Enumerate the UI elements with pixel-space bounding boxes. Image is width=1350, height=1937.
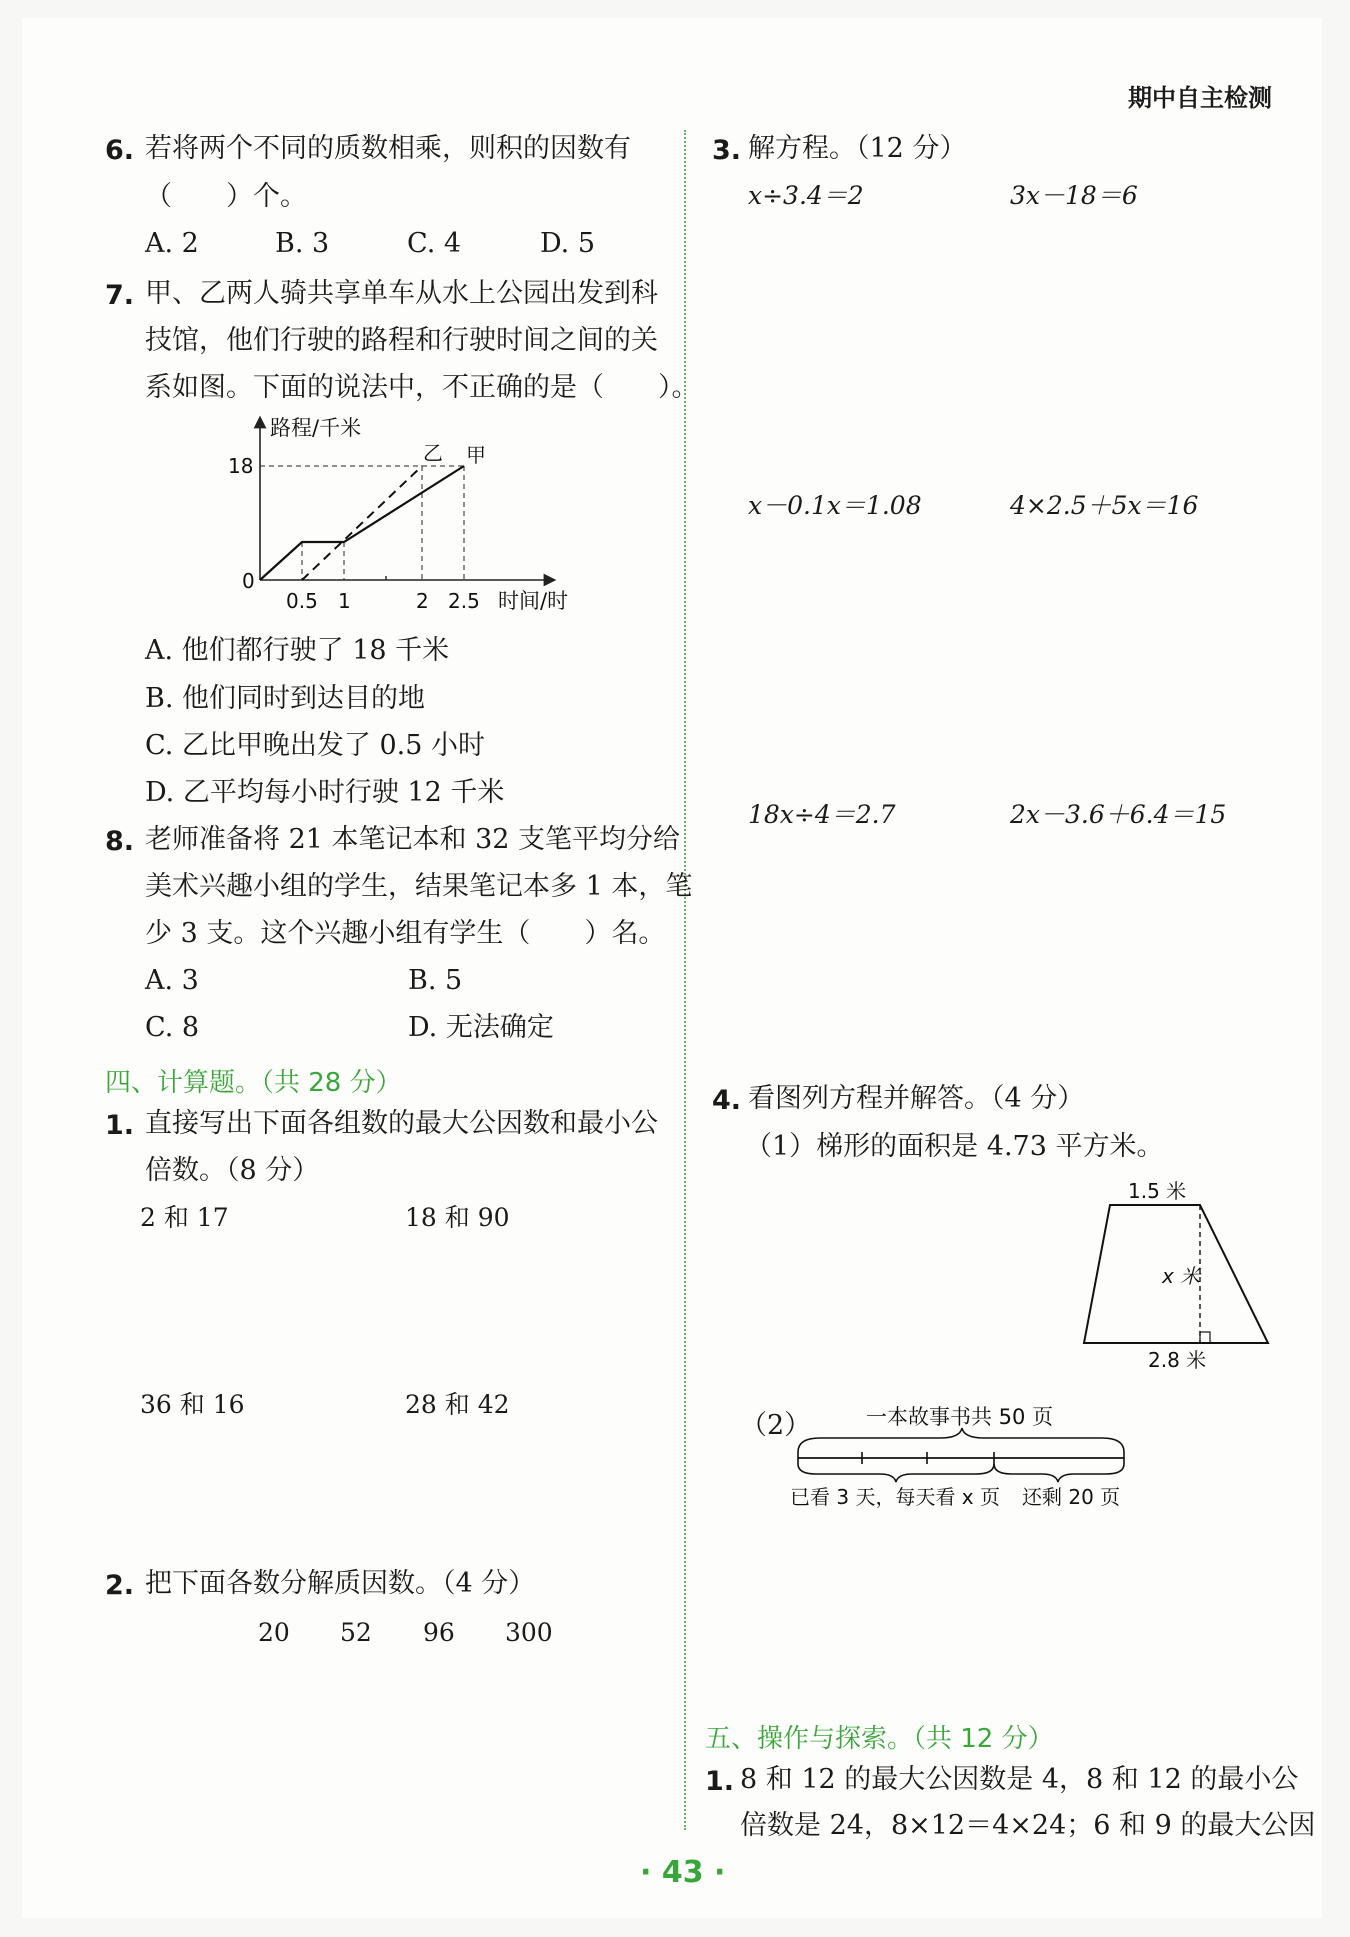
trapezoid-figure [1070, 1175, 1290, 1375]
c2-number-300: 300 [505, 1618, 553, 1647]
book-left-label: 还剩 20 页 [1022, 1485, 1121, 1509]
q6-line1: 若将两个不同的质数相乘，则积的因数有 [145, 133, 631, 164]
c2-number-96: 96 [423, 1618, 455, 1647]
total-brace [798, 1428, 1124, 1452]
page-header-title: 期中自主检测 [1128, 84, 1272, 112]
q7-number: 7. [105, 280, 135, 311]
q7-option-c: C. 乙比甲晚出发了 0.5 小时 [145, 730, 485, 761]
right-angle-mark [1200, 1332, 1210, 1343]
y-axis-label: 路程/千米 [270, 416, 362, 440]
origin-label: 0 [242, 569, 255, 593]
y-tick-18: 18 [228, 454, 254, 478]
c1-pair-1: 2 和 17 [140, 1203, 229, 1232]
read-brace [798, 1464, 994, 1482]
q7-option-a: A. 他们都行驶了 18 千米 [145, 635, 450, 666]
q8-line3: 少 3 支。这个兴趣小组有学生（ ）名。 [145, 918, 666, 949]
e1-line1: 8 和 12 的最大公因数是 4，8 和 12 的最小公 [740, 1764, 1299, 1795]
book-total-label: 一本故事书共 50 页 [866, 1405, 1054, 1429]
page-number [640, 1855, 725, 1890]
height-label: x 米 [1162, 1264, 1201, 1288]
x-axis-label: 时间/时 [498, 589, 569, 613]
c1-pair-2: 18 和 90 [405, 1203, 510, 1232]
eq-6: 2x－3.6＋6.4＝15 [1010, 800, 1227, 829]
book-pages-diagram [790, 1400, 1140, 1510]
page-number-value: 43 [661, 1855, 704, 1890]
q8-option-b: B. 5 [408, 965, 463, 996]
q6-number: 6. [105, 135, 135, 166]
q6-option-b: B. 3 [275, 228, 330, 259]
section-5-heading: 五、操作与探索。（共 12 分） [705, 1724, 1054, 1754]
q6-option-d: D. 5 [540, 228, 596, 259]
section-4-heading: 四、计算题。（共 28 分） [105, 1068, 402, 1098]
c3-text: 解方程。（12 分） [748, 133, 967, 164]
q8-line1: 老师准备将 21 本笔记本和 32 支笔平均分给 [145, 824, 681, 855]
q7-option-b: B. 他们同时到达目的地 [145, 683, 426, 714]
q7-line3: 系如图。下面的说法中，不正确的是（ ）。 [145, 372, 699, 403]
q8-option-c: C. 8 [145, 1012, 200, 1043]
q7-option-d: D. 乙平均每小时行驶 12 千米 [145, 777, 505, 808]
c2-number-20: 20 [258, 1618, 290, 1647]
c1-pair-4: 28 和 42 [405, 1390, 510, 1419]
q6-option-c: C. 4 [407, 228, 462, 259]
c1-number: 1. [105, 1110, 135, 1141]
c2-number-52: 52 [340, 1618, 372, 1647]
q8-line2: 美术兴趣小组的学生，结果笔记本多 1 本，笔 [145, 871, 693, 902]
c4-number: 4. [712, 1085, 742, 1116]
page-number-dot-right: · [703, 1855, 726, 1890]
eq-1: x÷3.4＝2 [748, 181, 864, 210]
q8-option-d: D. 无法确定 [408, 1012, 554, 1043]
q6-option-a: A. 2 [145, 228, 199, 259]
eq-3: x－0.1x＝1.08 [748, 491, 922, 520]
yi-line [302, 466, 422, 580]
c4-text: 看图列方程并解答。（4 分） [748, 1083, 1085, 1114]
eq-5: 18x÷4＝2.7 [748, 800, 896, 829]
q7-line2: 技馆，他们行驶的路程和行驶时间之间的关 [145, 325, 658, 356]
e1-number: 1. [705, 1766, 735, 1797]
distance-time-graph [220, 410, 600, 620]
book-read-label: 已看 3 天，每天看 x 页 [790, 1485, 1000, 1509]
eq-2: 3x－18＝6 [1010, 181, 1138, 210]
bottom-base-label: 2.8 米 [1148, 1348, 1207, 1372]
c1-line2: 倍数。（8 分） [145, 1155, 320, 1186]
c4-sub1: （1）梯形的面积是 4.73 平方米。 [745, 1131, 1164, 1162]
q8-number: 8. [105, 826, 135, 857]
e1-line2: 倍数是 24，8×12＝4×24；6 和 9 的最大公因 [740, 1810, 1316, 1841]
q8-option-a: A. 3 [145, 965, 199, 996]
x-tick-2.5: 2.5 [448, 589, 480, 613]
left-brace [994, 1464, 1124, 1482]
jia-label: 甲 [466, 443, 486, 467]
c4-sub2: （2） [740, 1410, 812, 1441]
page-number-dot-left: · [640, 1855, 662, 1890]
x-tick-1: 1 [338, 589, 351, 613]
x-tick-2: 2 [416, 589, 429, 613]
x-tick-0.5: 0.5 [286, 589, 318, 613]
q7-line1: 甲、乙两人骑共享单车从水上公园出发到科 [145, 278, 658, 309]
yi-label: 乙 [423, 441, 443, 465]
eq-4: 4×2.5＋5x＝16 [1010, 491, 1199, 520]
c1-pair-3: 36 和 16 [140, 1390, 245, 1419]
c1-line1: 直接写出下面各组数的最大公因数和最小公 [145, 1108, 658, 1139]
c2-text: 把下面各数分解质因数。（4 分） [145, 1568, 536, 1599]
top-base-label: 1.5 米 [1128, 1179, 1187, 1203]
c3-number: 3. [712, 135, 742, 166]
q6-line2: （ ）个。 [145, 181, 307, 212]
c2-number: 2. [105, 1570, 135, 1601]
